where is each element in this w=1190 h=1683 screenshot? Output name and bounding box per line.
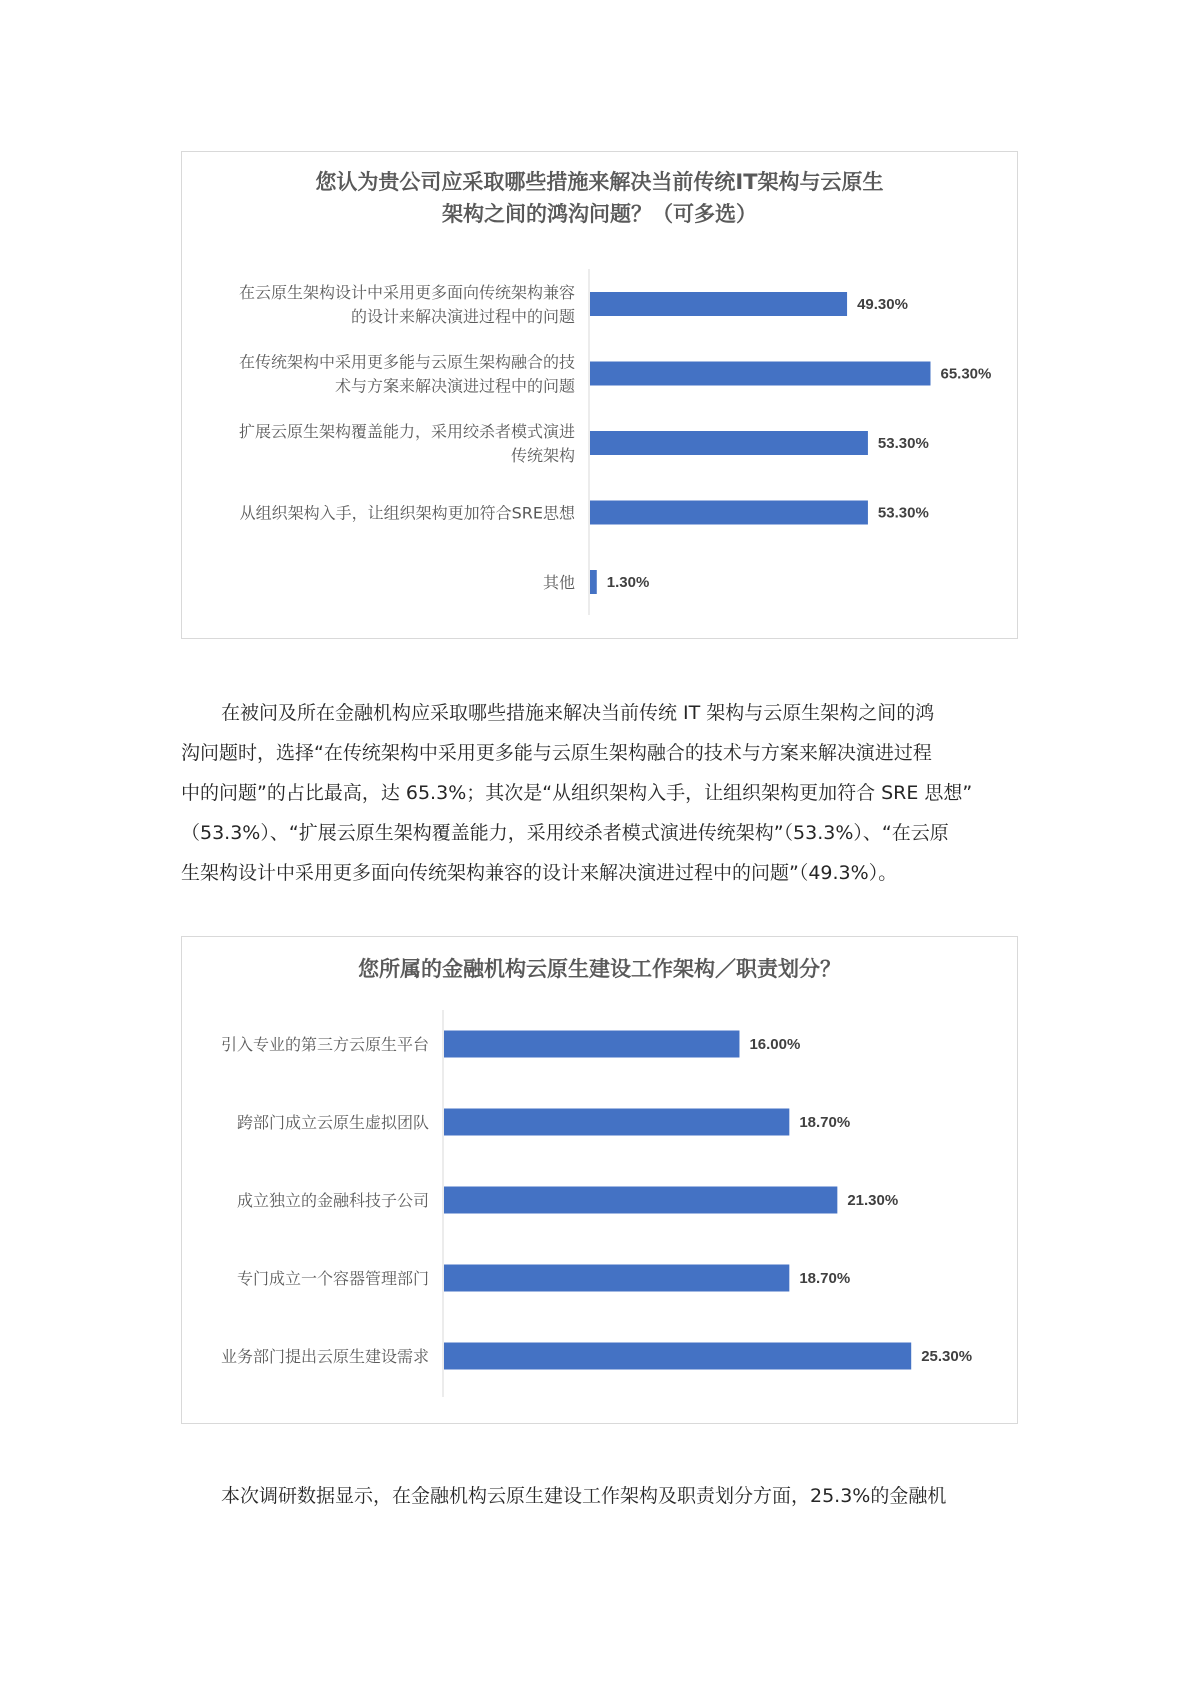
chart-1-bar-3 <box>590 431 868 455</box>
chart-2-bar-2 <box>444 1109 789 1136</box>
chart-2-value-label-4: 18.70% <box>799 1270 851 1287</box>
chart-2-plot <box>182 937 1019 1425</box>
chart-1-title-line-2: 架构之间的鸿沟问题？（可多选） <box>442 202 757 226</box>
chart-2-category-label-4: 专门成立一个容器管理部门 <box>236 1269 429 1288</box>
paragraph-2 <box>181 1476 1019 1516</box>
chart-2-value-label-1: 16.00% <box>749 1036 801 1053</box>
chart-1-category-label-3: 扩展云原生架构覆盖能力，采用绞杀者模式演进传统架构 <box>238 422 575 465</box>
chart-1-value-label-1: 49.30% <box>857 296 908 313</box>
chart-1-category-label-2: 在传统架构中采用更多能与云原生架构融合的技术与方案来解决演进过程中的问题 <box>238 352 575 396</box>
chart-2-category-label-3: 成立独立的金融科技子公司 <box>236 1191 429 1210</box>
chart-1-bar-1 <box>590 292 847 316</box>
chart-2-bar-3 <box>444 1187 837 1214</box>
chart-2-value-label-2: 18.70% <box>799 1114 851 1131</box>
paragraph-1-line-3: 中的问题”的占比最高，达 65.3%；其次是“从组织架构入手，让组织架构更加符合 SRE 思想” <box>181 782 973 804</box>
paragraph-1-line-2: 沟问题时，选择“在传统架构中采用更多能与云原生架构融合的技术与方案来解决演进过程 <box>181 742 932 764</box>
chart-1-bar-5 <box>590 570 597 594</box>
chart-2-value-label-3: 21.30% <box>847 1192 899 1209</box>
chart-2-bar-4 <box>444 1265 789 1292</box>
paragraph-1-line-4: （53.3%）、“扩展云原生架构覆盖能力，采用绞杀者模式演进传统架构”（53.3%）、“在云原 <box>181 822 949 844</box>
chart-2-category-label-1: 引入专业的第三方云原生平台 <box>220 1035 429 1054</box>
chart-1-category-label-1: 在云原生架构设计中采用更多面向传统架构兼容的设计来解决演进过程中的问题 <box>238 283 575 326</box>
chart-1-category-label-4: 从组织架构入手，让组织架构更加符合SRE思想 <box>239 503 575 523</box>
paragraph-1 <box>181 693 1019 893</box>
chart-1-bar-2 <box>590 362 930 386</box>
chart-1-category-label-5: 其他 <box>542 573 575 592</box>
chart-1-title-line-1: 您认为贵公司应采取哪些措施来解决当前传统IT架构与云原生 <box>315 170 884 194</box>
chart-1-value-label-4: 53.30% <box>877 504 929 522</box>
chart-1-value-label-3: 53.30% <box>877 435 929 452</box>
paragraph-1-line-1: 在被问及所在金融机构应采取哪些措施来解决当前传统 IT 架构与云原生架构之间的鸿 <box>221 702 935 724</box>
chart-2-category-label-5: 业务部门提出云原生建设需求 <box>220 1347 429 1366</box>
chart-2-title-line-1: 您所属的金融机构云原生建设工作架构／职责划分？ <box>358 957 841 981</box>
paragraph-2-line-1: 本次调研数据显示，在金融机构云原生建设工作架构及职责划分方面，25.3%的金融机 <box>221 1485 947 1507</box>
chart-1 <box>181 151 1018 639</box>
chart-1-value-label-5: 1.30% <box>606 574 650 591</box>
chart-1-value-label-2: 65.30% <box>940 365 992 383</box>
chart-2 <box>181 936 1018 1424</box>
chart-2-bar-1 <box>444 1031 739 1058</box>
chart-1-bar-4 <box>590 501 868 525</box>
chart-2-value-label-5: 25.30% <box>921 1348 973 1365</box>
chart-2-category-label-2: 跨部门成立云原生虚拟团队 <box>236 1113 429 1132</box>
chart-2-bar-5 <box>444 1343 911 1370</box>
paragraph-1-line-5: 生架构设计中采用更多面向传统架构兼容的设计来解决演进过程中的问题”（49.3%）。 <box>181 862 898 884</box>
chart-1-plot <box>182 152 1019 640</box>
